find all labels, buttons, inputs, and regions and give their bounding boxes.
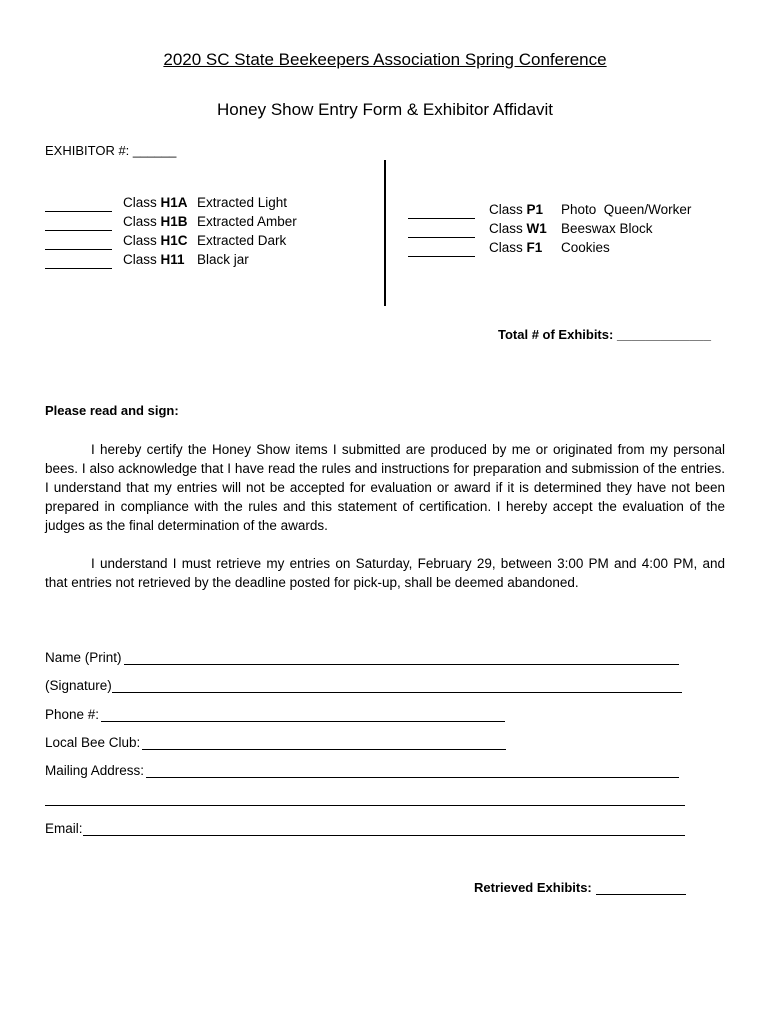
class-row-w1 bbox=[408, 219, 691, 238]
email-field bbox=[45, 818, 685, 836]
retrieval-paragraph: I understand I must retrieve my entries on Saturday, February 29, between 3:00 PM and 4:00 PM, and that entries not retrieved by the deadline posted for pick-up, shall be deemed abandoned. bbox=[45, 556, 725, 590]
class-row-h11 bbox=[45, 250, 297, 269]
class-code: Class H1B bbox=[123, 214, 188, 229]
retrieved-exhibits bbox=[474, 880, 686, 895]
total-exhibits bbox=[498, 327, 711, 342]
total-value[interactable]: _____________ bbox=[616, 327, 711, 342]
signature-field bbox=[45, 675, 682, 693]
class-code: Class W1 bbox=[489, 221, 547, 236]
name-label: Name (Print) bbox=[45, 650, 122, 665]
exhibitor-value: ______ bbox=[132, 143, 177, 158]
class-blank[interactable] bbox=[408, 242, 475, 257]
sign-heading: Please read and sign: bbox=[45, 403, 179, 418]
address-input-line[interactable] bbox=[146, 765, 679, 778]
signature-input-line[interactable] bbox=[112, 680, 682, 693]
class-code: Class H1A bbox=[123, 195, 188, 210]
class-desc: Photo Queen/Worker bbox=[561, 202, 692, 217]
address-line-2[interactable] bbox=[45, 805, 685, 806]
honey-class-list bbox=[45, 193, 297, 269]
class-code: Class P1 bbox=[489, 202, 544, 217]
form-title: 2020 SC State Beekeepers Association Spring Conference bbox=[163, 50, 607, 69]
class-row-f1 bbox=[408, 238, 691, 257]
class-code: Class H11 bbox=[123, 252, 185, 267]
class-code: Class H1C bbox=[123, 233, 188, 248]
retrieved-label: Retrieved Exhibits: bbox=[474, 880, 592, 895]
certification-paragraph: I hereby certify the Honey Show items I submitted are produced by me or originated from my personal bees. I also acknowledge that I have read the rules and instructions for preparation and submission of the entries. I understand that my entries will not be accepted for evaluation or award if it is determined they have not been prepared in compliance with the rules and this statement of certification. I hereby accept the evaluation of the judges as the final determination of the awards. bbox=[45, 442, 725, 533]
class-blank[interactable] bbox=[408, 204, 475, 219]
class-desc: Black jar bbox=[197, 252, 249, 267]
class-desc: Cookies bbox=[561, 240, 610, 255]
phone-label: Phone #: bbox=[45, 707, 100, 722]
class-desc: Extracted Light bbox=[197, 195, 288, 210]
club-input-line[interactable] bbox=[142, 737, 506, 750]
retrieved-input-line[interactable] bbox=[596, 882, 686, 895]
other-class-list bbox=[408, 200, 691, 257]
form-subtitle: Honey Show Entry Form & Exhibitor Affidavit bbox=[216, 100, 554, 119]
name-field bbox=[45, 647, 679, 665]
club-label: Local Bee Club: bbox=[45, 735, 141, 750]
email-label: Email: bbox=[45, 821, 83, 836]
column-divider bbox=[384, 160, 386, 306]
class-desc: Beeswax Block bbox=[561, 221, 653, 236]
address-label: Mailing Address: bbox=[45, 763, 145, 778]
email-input-line[interactable] bbox=[83, 823, 685, 836]
class-blank[interactable] bbox=[45, 254, 112, 269]
total-label: Total # of Exhibits: bbox=[498, 327, 614, 342]
exhibitor-label: EXHIBITOR #: bbox=[45, 143, 130, 158]
class-row-h1a bbox=[45, 193, 297, 212]
club-field bbox=[45, 732, 506, 750]
class-row-p1 bbox=[408, 200, 691, 219]
class-blank[interactable] bbox=[45, 235, 112, 250]
address-field bbox=[45, 760, 679, 778]
phone-field bbox=[45, 704, 505, 722]
class-blank[interactable] bbox=[45, 197, 112, 212]
class-desc: Extracted Amber bbox=[197, 214, 297, 229]
name-input-line[interactable] bbox=[124, 652, 679, 665]
signature-label: (Signature) bbox=[45, 678, 112, 693]
class-blank[interactable] bbox=[408, 223, 475, 238]
class-row-h1b bbox=[45, 212, 297, 231]
class-blank[interactable] bbox=[45, 216, 112, 231]
class-desc: Extracted Dark bbox=[197, 233, 287, 248]
class-row-h1c bbox=[45, 231, 297, 250]
exhibitor-number bbox=[45, 143, 176, 158]
phone-input-line[interactable] bbox=[101, 709, 505, 722]
class-code: Class F1 bbox=[489, 240, 543, 255]
